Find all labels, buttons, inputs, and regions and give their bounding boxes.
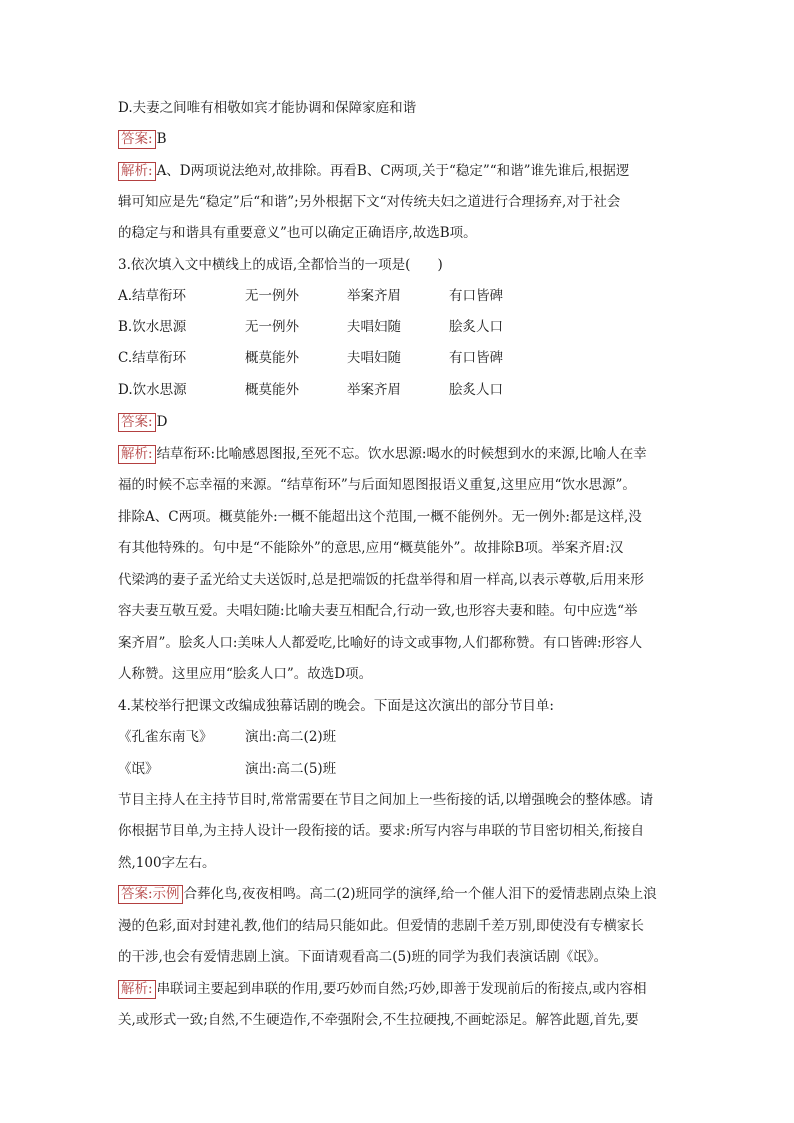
option-col: 概莫能外 [245,382,299,398]
analysis-text: A、D两项说法绝对,故排除。再看B、C两项,关于“稳定”“和谐”谁先谁后,根据逻 [156,163,630,179]
answer-value: D [156,414,168,430]
program-title: 《氓》 [118,761,159,777]
answer-value: B [156,131,167,147]
program-title: 《孔雀东南飞》 [118,729,213,745]
q2-option-d: D.夫妻之间唯有相敬如宾才能协调和保障家庭和谐 [118,100,417,116]
option-col: 夫唱妇随 [347,350,401,366]
q2-answer [118,129,166,149]
q2-analysis-line [118,161,629,181]
option-col: 举案齐眉 [347,288,401,304]
q3-analysis-line: 案齐眉”。脍炙人口:美味人人都爱吃,比喻好的诗文或事物,人们都称赞。有口皆碑:形容人 [118,635,643,651]
option-col: 无一例外 [245,288,299,304]
option-col: D.饮水思源 [118,382,187,398]
program-row [118,759,678,779]
analysis-tag: 解析: [118,980,156,999]
program-row [118,727,678,747]
q3-analysis-line: 人称赞。这里应用“脍炙人口”。故选D项。 [118,666,373,682]
option-col: B.饮水思源 [118,319,187,335]
program-performer: 演出:高二(5)班 [245,761,337,777]
q4-requirement-line: 节目主持人在主持节目时,常常需要在节目之间加上一些衔接的话,以增强晚会的整体感。请 [118,792,654,808]
q3-option-c [118,348,678,368]
analysis-text: 结草衔环:比喻感恩图报,至死不忘。饮水思源:喝水的时候想到水的来源,比喻人在幸 [156,446,647,462]
answer-tag: 答案: [118,130,156,149]
analysis-tag: 解析: [118,445,156,464]
q3-analysis-line: 排除A、C两项。概莫能外:一概不能超出这个范围,一概不能例外。无一例外:都是这样,没 [118,509,642,525]
q3-option-a [118,286,678,306]
q4-answer-line: 漫的色彩,面对封建礼教,他们的结局只能如此。但爱情的悲剧千差万别,即使没有专横家长 [118,918,644,934]
option-col: 有口皆碑 [449,350,503,366]
q3-analysis-line: 福的时候不忘幸福的来源。“结草衔环”与后面知恩图报语义重复,这里应用“饮水思源”。 [118,477,636,493]
q3-answer [118,412,167,432]
q4-requirement-line: 然,100字左右。 [118,855,216,871]
option-col: 有口皆碑 [449,288,503,304]
q3-analysis-line: 代梁鸿的妻子孟光给丈夫送饭时,总是把端饭的托盘举得和眉一样高,以表示尊敬,后用来形 [118,572,644,588]
option-col: 脍炙人口 [449,382,503,398]
analysis-text: 串联词主要起到串联的作用,要巧妙而自然;巧妙,即善于发现前后的衔接点,或内容相 [156,981,647,997]
q4-stem: 4.某校举行把课文改编成独幕话剧的晚会。下面是这次演出的部分节目单: [118,698,554,714]
option-col: 概莫能外 [245,350,299,366]
answer-tag: 答案:示例 [118,885,183,904]
option-col: A.结草衔环 [118,288,187,304]
q4-requirement-line: 你根据节目单,为主持人设计一段衔接的话。要求:所写内容与串联的节目密切相关,衔接自 [118,823,645,839]
q3-option-b [118,317,678,337]
q4-analysis-line: 关,或形式一致;自然,不生硬造作,不牵强附会,不生拉硬拽,不画蛇添足。解答此题,首先,要 [118,1012,639,1028]
answer-text: 合葬化鸟,夜夜相鸣。高二(2)班同学的演绎,给一个催人泪下的爱情悲剧点染上浪 [183,886,657,902]
answer-tag: 答案: [118,413,156,432]
option-col: 夫唱妇随 [347,319,401,335]
q3-option-d [118,380,678,400]
program-performer: 演出:高二(2)班 [245,729,337,745]
q2-analysis-line: 的稳定与和谐具有重要意义”也可以确定正确语序,故选B项。 [118,225,477,241]
option-col: C.结草衔环 [118,350,187,366]
analysis-tag: 解析: [118,162,156,181]
q3-stem: 3.依次填入文中横线上的成语,全都恰当的一项是( ) [118,257,443,273]
q4-answer-line: 的干涉,也会有爱情悲剧上演。下面请观看高二(5)班的同学为我们表演话剧《氓》。 [118,949,608,965]
q4-analysis-line [118,979,646,999]
q3-analysis-line: 有其他特殊的。句中是“不能除外”的意思,应用“概莫能外”。故排除B项。举案齐眉:汉 [118,540,624,556]
option-col: 举案齐眉 [347,382,401,398]
q2-analysis-line: 辑可知应是先“稳定”后“和谐”;另外根据下文“对传统夫妇之道进行合理扬弃,对于社会 [118,194,621,210]
option-col: 无一例外 [245,319,299,335]
q4-answer-line [118,884,657,904]
q3-analysis-line [118,444,647,464]
q3-analysis-line: 容夫妻互敬互爱。夫唱妇随:比喻夫妻互相配合,行动一致,也形容夫妻和睦。句中应选“举 [118,603,638,619]
option-col: 脍炙人口 [449,319,503,335]
